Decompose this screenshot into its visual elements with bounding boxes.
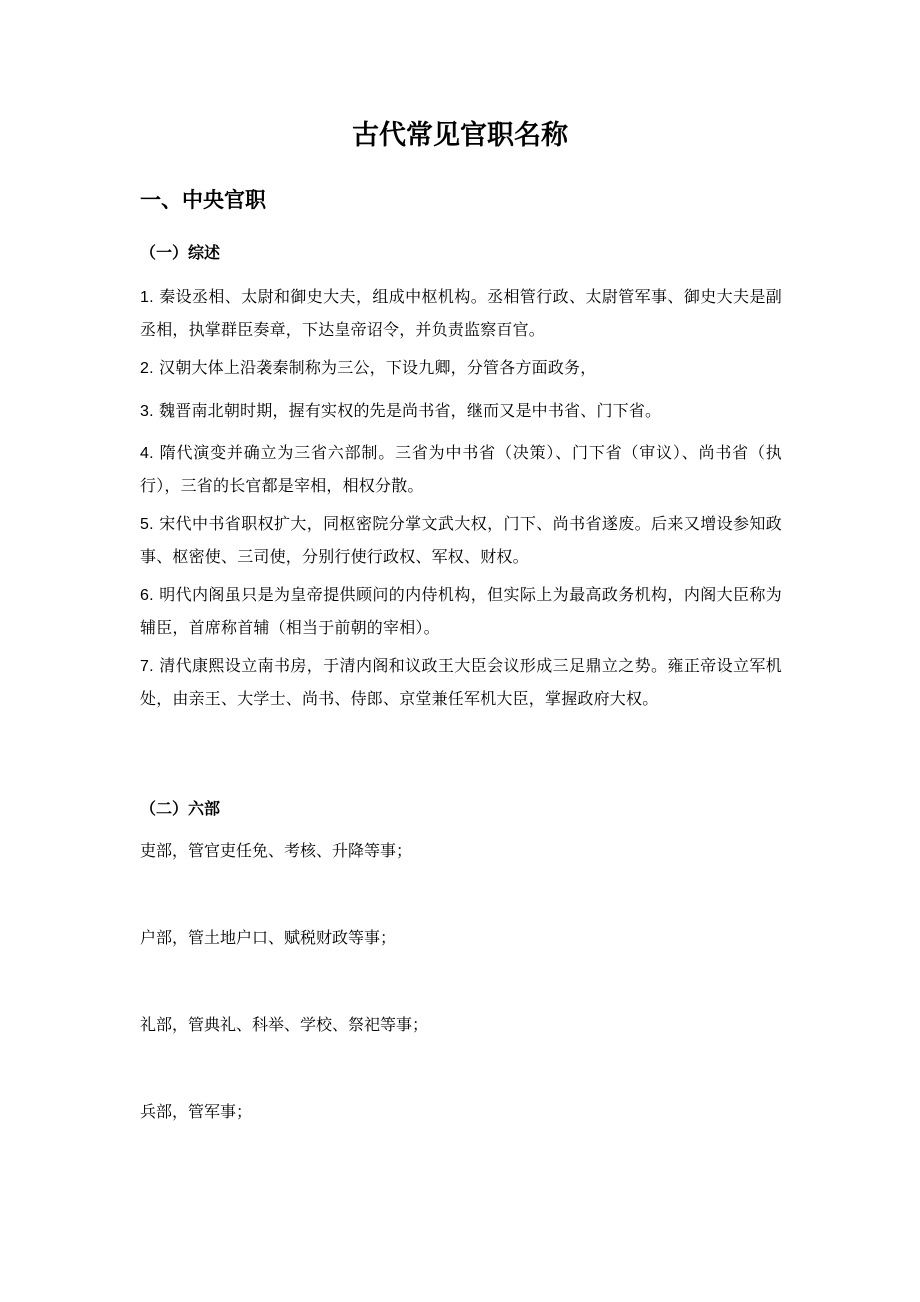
overview-item-2 (140, 352, 782, 385)
ministry-line-war: 兵部，管军事； (140, 1102, 253, 1121)
item-text: 隋代演变并确立为三省六部制。三省为中书省（决策）、门下省（审议）、尚书省（执行），三省的长官都是宰相，相权分散。 (140, 443, 782, 495)
overview-item-6 (140, 579, 782, 644)
item-text: 清代康熙设立南书房，于清内阁和议政王大臣会议形成三足鼎立之势。雍正帝设立军机处，由亲王、大学士、尚书、侍郎、京堂兼任军机大臣，掌握政府大权。 (140, 656, 782, 708)
section-heading-central-officials: 一、中央官职 (140, 188, 266, 212)
item-number: 6. (140, 587, 154, 604)
item-text: 秦设丞相、太尉和御史大夫，组成中枢机构。丞相管行政、太尉管军事、御史大夫是副丞相，执掌群臣奏章，下达皇帝诏令，并负责监察百官。 (140, 287, 782, 339)
ministry-line-personnel: 吏部，管官吏任免、考核、升降等事； (140, 841, 413, 860)
subsection-heading-overview: （一）综述 (140, 243, 221, 262)
overview-item-5 (140, 508, 782, 573)
item-number: 7. (140, 658, 154, 675)
overview-item-1 (140, 281, 782, 346)
item-number: 1. (140, 289, 154, 306)
subsection-heading-six-ministries: （二）六部 (140, 799, 221, 818)
overview-item-7 (140, 650, 782, 715)
item-number: 3. (140, 403, 154, 420)
item-text: 魏晋南北朝时期，握有实权的先是尚书省，继而又是中书省、门下省。 (159, 401, 662, 420)
item-number: 5. (140, 516, 154, 533)
overview-item-4 (140, 437, 782, 502)
ministry-line-rites: 礼部，管典礼、科举、学校、祭祀等事； (140, 1015, 429, 1034)
page-title: 古代常见官职名称 (352, 120, 568, 151)
item-text: 明代内阁虽只是为皇帝提供顾问的内侍机构，但实际上为最高政务机构，内阁大臣称为辅臣，首席称首辅（相当于前朝的宰相）。 (140, 585, 782, 637)
item-number: 4. (140, 445, 154, 462)
ministry-line-revenue: 户部，管土地户口、赋税财政等事； (140, 928, 397, 947)
item-text: 宋代中书省职权扩大，同枢密院分掌文武大权，门下、尚书省遂废。后来又增设参知政事、枢密使、三司使，分别行使行政权、军权、财权。 (140, 514, 782, 566)
overview-item-3 (140, 395, 782, 428)
item-number: 2. (140, 360, 154, 377)
item-text: 汉朝大体上沿袭秦制称为三公，下设九卿，分管各方面政务， (159, 358, 597, 377)
